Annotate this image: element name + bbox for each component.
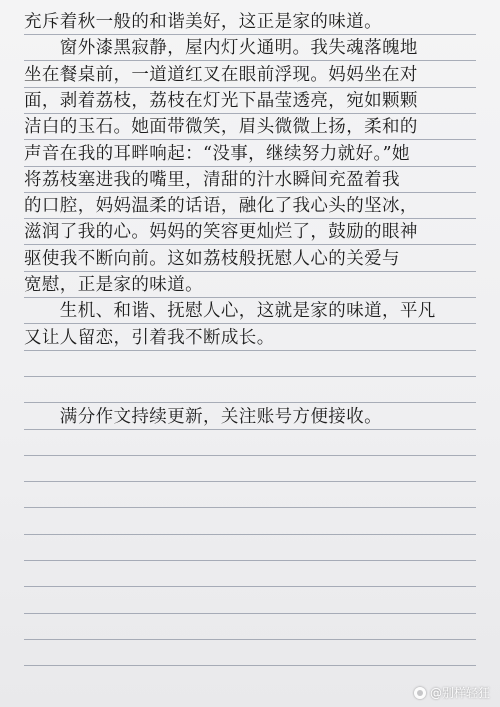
ruled-line <box>24 665 476 666</box>
text-line: 窗外漆黑寂静，屋内灯火通明。我失魂落魄地 <box>24 38 418 59</box>
ruled-line <box>24 639 476 640</box>
text-line: 又让人留恋，引着我不断成长。 <box>24 327 275 348</box>
text-line: 面，剥着荔枝，荔枝在灯光下晶莹透亮，宛如颗颗 <box>24 90 418 111</box>
ruled-line <box>24 323 476 324</box>
ruled-line <box>24 376 476 377</box>
text-line: 声音在我的耳畔响起：“没事，继续努力就好。”她 <box>24 143 410 164</box>
text-line: 满分作文持续更新，关注账号方便接收。 <box>24 406 382 427</box>
ruled-line <box>24 350 476 351</box>
text-line: 充斥着秋一般的和谐美好，这正是家的味道。 <box>24 12 382 32</box>
ruled-line <box>24 507 476 508</box>
ruled-line <box>24 534 476 535</box>
ruled-line <box>24 271 476 272</box>
text-line: 洁白的玉石。她面带微笑，眉头微微上扬，柔和的 <box>24 117 418 138</box>
ruled-line <box>24 560 476 561</box>
text-line: 的口腔，妈妈温柔的话语，融化了我心头的坚冰， <box>24 196 418 217</box>
ruled-line <box>24 429 476 430</box>
ruled-line <box>24 60 476 61</box>
text-line: 将荔枝塞进我的嘴里，清甜的汁水瞬间充盈着我 <box>24 169 400 190</box>
text-line: 坐在餐桌前，一道道红叉在眼前浮现。妈妈坐在对 <box>24 64 418 85</box>
watermark <box>414 684 490 701</box>
ruled-line <box>24 218 476 219</box>
ruled-line <box>24 34 476 35</box>
watermark-text: @别样轻狂 <box>429 686 490 700</box>
ruled-line <box>24 481 476 482</box>
ruled-line <box>24 586 476 587</box>
text-line: 宽慰，正是家的味道。 <box>24 275 203 295</box>
ruled-line <box>24 113 476 114</box>
watermark-logo-icon <box>414 687 426 699</box>
text-line: 生机、和谐、抚慰人心，这就是家的味道，平凡 <box>24 301 436 322</box>
ruled-line <box>24 297 476 298</box>
ruled-line <box>24 166 476 167</box>
ruled-line <box>24 192 476 193</box>
ruled-line <box>24 139 476 140</box>
ruled-line <box>24 244 476 245</box>
ruled-line <box>24 87 476 88</box>
text-line: 驱使我不断向前。这如荔枝般抚慰人心的关爱与 <box>24 248 400 269</box>
ruled-line <box>24 613 476 614</box>
ruled-line <box>24 402 476 403</box>
text-line: 滋润了我的心。妈妈的笑容更灿烂了，鼓励的眼神 <box>24 222 418 243</box>
ruled-line <box>24 455 476 456</box>
